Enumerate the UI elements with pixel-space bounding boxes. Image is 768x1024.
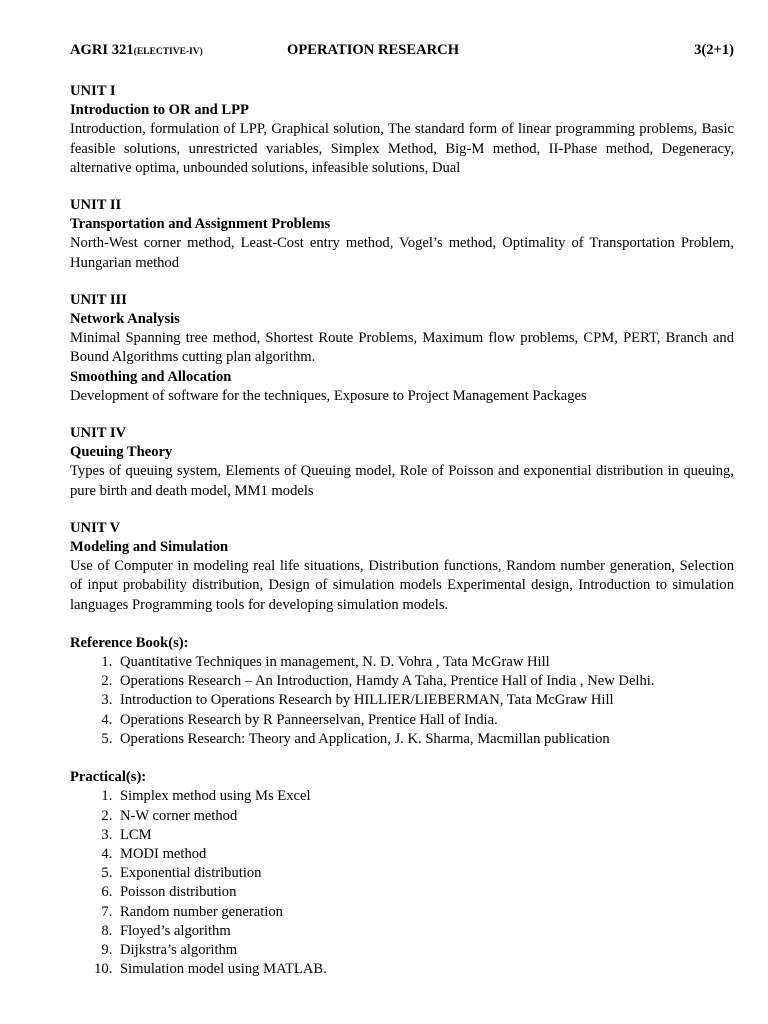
reference-item: 1. Quantitative Techniques in management, N. D. Vohra , Tata McGraw Hill [116, 653, 734, 672]
unit-section [70, 424, 734, 501]
unit-label: UNIT III [70, 291, 127, 308]
unit-section [70, 519, 734, 615]
unit-section [70, 196, 734, 273]
unit-description: Use of Computer in modeling real life situations, Distribution functions, Random number generation, Selection of input probability distribution, Design of simulation models Experimental design, Introduction to simulation languages Programming tools for developing simulation models. [70, 558, 734, 613]
unit-subtitle: Introduction to OR and LPP [70, 102, 249, 119]
unit-subtitle: Transportation and Assignment Problems [70, 216, 331, 233]
practical-item: 4. MODI method [116, 845, 734, 864]
units-container [70, 82, 734, 615]
practical-item: 6. Poisson distribution [116, 883, 734, 902]
unit-section [70, 291, 734, 406]
reference-item: 5. Operations Research: Theory and Application, J. K. Sharma, Macmillan publication [116, 730, 734, 749]
practicals-section [70, 768, 734, 979]
syllabus-page [70, 42, 734, 979]
unit-subtitle: Smoothing and Allocation [70, 368, 232, 385]
unit-label: UNIT IV [70, 425, 127, 442]
unit-description: Development of software for the techniques, Exposure to Project Management Packages [70, 387, 587, 404]
reference-item: 2. Operations Research – An Introduction, Hamdy A Taha, Prentice Hall of India , New Delhi. [116, 672, 734, 691]
unit-description: North-West corner method, Least-Cost entry method, Vogel’s method, Optimality of Transportation Problem, Hungarian method [70, 235, 734, 271]
references-list [70, 653, 734, 749]
unit-section [70, 82, 734, 178]
practical-item: 5. Exponential distribution [116, 864, 734, 883]
practicals-list [70, 787, 734, 979]
practicals-title: Practical(s): [70, 769, 147, 786]
practical-item: 9. Dijkstra’s algorithm [116, 941, 734, 960]
unit-label: UNIT II [70, 197, 122, 214]
practical-item: 3. LCM [116, 826, 734, 845]
course-title: OPERATION RESEARCH [287, 42, 460, 58]
references-title: Reference Book(s): [70, 634, 189, 651]
unit-subtitle: Network Analysis [70, 311, 180, 328]
references-section [70, 634, 734, 749]
unit-description: Introduction, formulation of LPP, Graphical solution, The standard form of linear programming problems, Basic feasible solutions, unrestricted variables, Simplex Method, Big-M method, II-Phase method, Degeneracy, alternative optima, unbounded solutions, infeasible solutions, Dual [70, 121, 734, 176]
practical-item: 1. Simplex method using Ms Excel [116, 787, 734, 806]
reference-item: 4. Operations Research by R Panneerselvan, Prentice Hall of India. [116, 711, 734, 730]
practical-item: 8. Floyed’s algorithm [116, 922, 734, 941]
course-code [70, 42, 203, 59]
unit-description: Types of queuing system, Elements of Queuing model, Role of Poisson and exponential distribution in queuing, pure birth and death model, MM1 models [70, 463, 734, 499]
unit-subtitle: Modeling and Simulation [70, 539, 229, 556]
unit-label: UNIT I [70, 83, 116, 99]
reference-item: 3. Introduction to Operations Research by HILLIER/LIEBERMAN, Tata McGraw Hill [116, 691, 734, 710]
course-code-text: AGRI 321 [70, 42, 134, 58]
unit-label: UNIT V [70, 519, 121, 536]
practical-item: 7. Random number generation [116, 903, 734, 922]
practical-item: 2. N-W corner method [116, 807, 734, 826]
unit-description: Minimal Spanning tree method, Shortest Route Problems, Maximum flow problems, CPM, PERT, Branch and Bound Algorithms cutting plan algorithm. [70, 330, 734, 366]
elective-tag: (ELECTIVE-IV) [133, 47, 203, 57]
course-credits: 3(2+1) [694, 42, 734, 58]
unit-subtitle: Queuing Theory [70, 444, 173, 461]
course-header [70, 42, 734, 64]
practical-item: 10. Simulation model using MATLAB. [116, 960, 734, 979]
